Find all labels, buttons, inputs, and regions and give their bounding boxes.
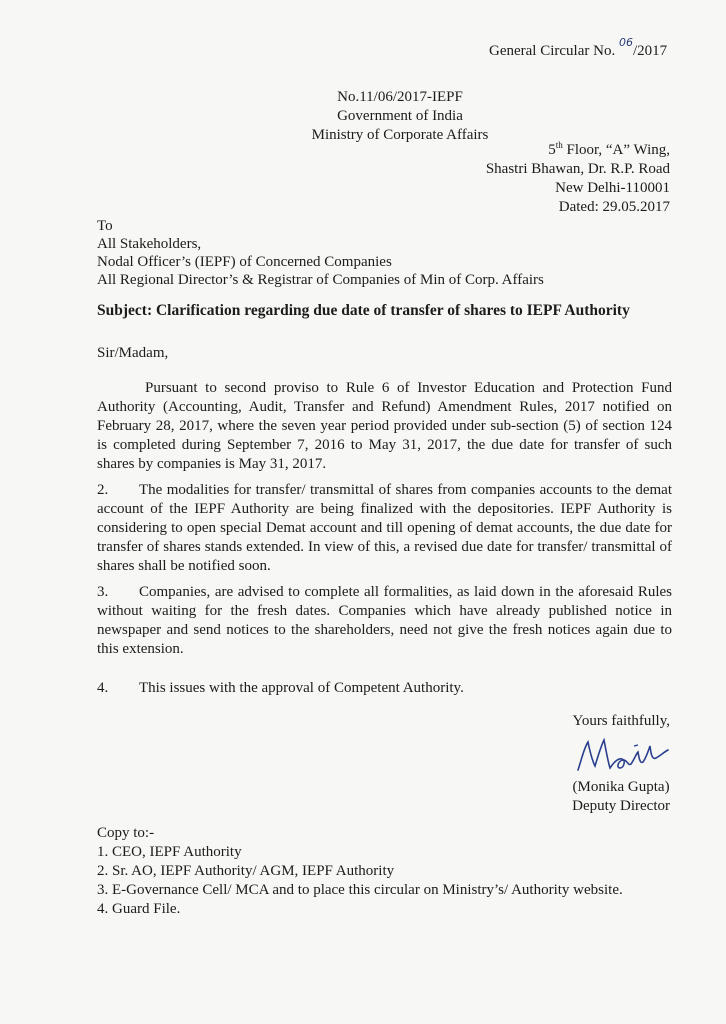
copy-to-heading: Copy to:- <box>97 825 155 841</box>
floor-number: 5 <box>548 142 556 158</box>
paragraph-number: 2. <box>97 482 109 498</box>
government-line: Government of India <box>337 108 463 124</box>
recipient-line: All Regional Director’s & Registrar of Companies of Min of Corp. Affairs <box>97 272 544 288</box>
handwritten-signature <box>568 728 678 780</box>
paragraph-1: Pursuant to second proviso to Rule 6 of Investor Education and Protection Fund Authority (Accounting, Audit, Transfer and Refund) Amendment Rules, 2017 notified on February 28, 2017, where the seven year period provided under sub-section (5) of section 124 is completed during September 7, 2016 to May 31, 2017, the due date for transfer of such shares by companies is May 31, 2017. <box>97 380 672 472</box>
recipient-line: Nodal Officer’s (IEPF) of Concerned Companies <box>97 254 392 270</box>
reference-number: No.11/06/2017-IEPF <box>337 89 463 105</box>
floor-wing: Floor, “A” Wing, <box>562 142 670 158</box>
paragraph-text: Companies, are advised to complete all formalities, as laid down in the aforesaid Rules without waiting for the fresh dates. Companies which have already published notice in newspaper and send notices to the shareholders, need not give the fresh notices again due to this extension. <box>97 584 672 657</box>
handwritten-circular-number: 06 <box>618 36 633 49</box>
subject-line: Subject: Clarification regarding due date of transfer of shares to IEPF Authority <box>97 302 630 319</box>
address-street: Shastri Bhawan, Dr. R.P. Road <box>485 161 670 177</box>
closing-regards: Yours faithfully, <box>572 713 670 729</box>
paragraph-3 <box>97 583 672 659</box>
paragraph-text: This issues with the approval of Competent Authority. <box>139 680 464 696</box>
office-address <box>486 136 670 217</box>
recipients-block <box>97 217 544 289</box>
copy-to-block <box>97 824 623 919</box>
paragraph-4 <box>97 680 464 697</box>
circular-year: /2017 <box>632 43 668 59</box>
signatory-designation: Deputy Director <box>572 798 670 814</box>
ministry-line: Ministry of Corporate Affairs <box>311 127 489 143</box>
paragraph-number: 3. <box>97 584 109 600</box>
paragraph-text: The modalities for transfer/ transmittal of shares from companies accounts to the demat account of the IEPF Authority are being finalized with the depositories. IEPF Authority is considering to open special Demat account and till opening of demat accounts, the due date for transfer of shares stands extended. In view of this, a revised due date for transfer/ transmittal of shares shall be notified soon. <box>97 482 672 574</box>
copy-to-item: 3. E-Governance Cell/ MCA and to place this circular on Ministry’s/ Authority website. <box>97 882 623 898</box>
paragraph-number: 4. <box>97 680 109 696</box>
floor-suffix: th <box>555 140 563 150</box>
salutation: Sir/Madam, <box>97 345 169 361</box>
letter-date: Dated: 29.05.2017 <box>558 199 670 215</box>
paragraph-2 <box>97 481 672 576</box>
signatory-block <box>572 778 670 816</box>
address-city: New Delhi-110001 <box>555 180 670 196</box>
signatory-name: (Monika Gupta) <box>572 779 670 795</box>
copy-to-item: 1. CEO, IEPF Authority <box>97 844 242 860</box>
to-label: To <box>97 218 113 234</box>
recipient-line: All Stakeholders, <box>97 236 202 252</box>
copy-to-item: 4. Guard File. <box>97 901 181 917</box>
circular-prefix: General Circular No. <box>489 43 616 59</box>
copy-to-item: 2. Sr. AO, IEPF Authority/ AGM, IEPF Authority <box>97 863 395 879</box>
address-floor <box>486 136 670 160</box>
circular-number <box>489 36 668 60</box>
